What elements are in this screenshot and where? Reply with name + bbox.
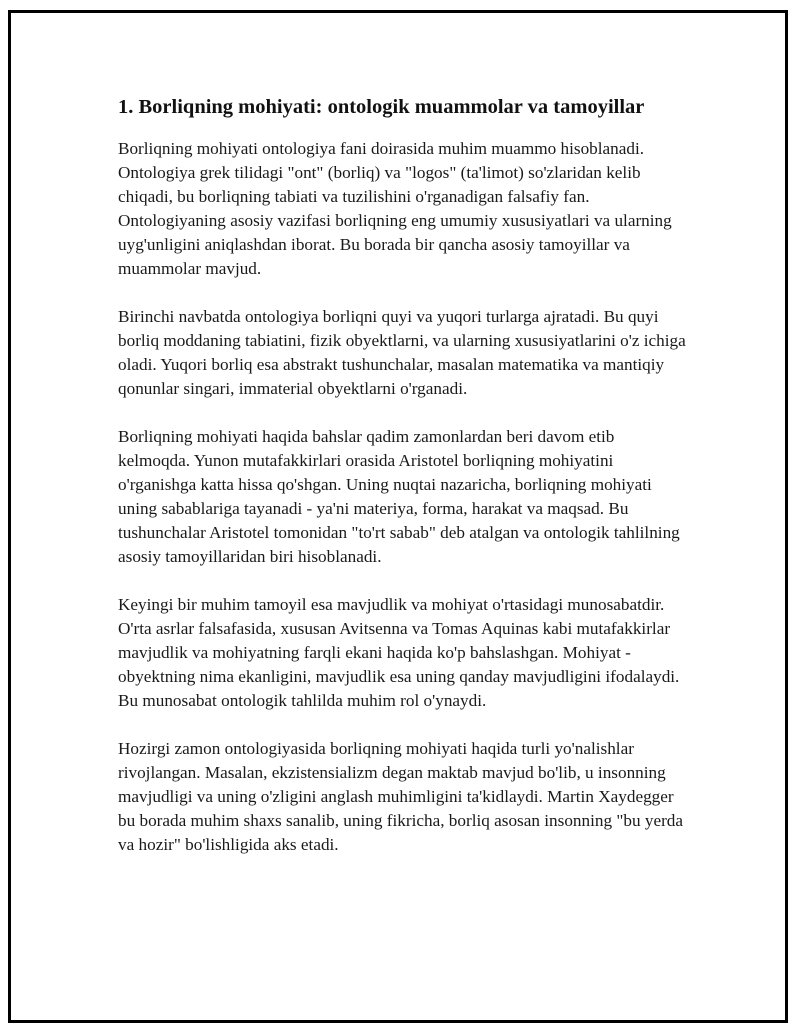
paragraph-5: Hozirgi zamon ontologiyasida borliqning mohiyati haqida turli yo'nalishlar rivojlangan. Masalan, ekzistensializm degan maktab mavjud bo'lib, u insonning mavjudligi va uning o'zligini anglash muhimligini ta'kidlaydi. Martin Xaydegger bu borada muhim shaxs sanalib, uning fikricha, borliq asosan insonning "bu yerda va hozir" bo'lishligida aks etadi. (118, 739, 684, 854)
paragraph-4: Keyingi bir muhim tamoyil esa mavjudlik va mohiyat o'rtasidagi munosabatdir. O'rta asrlar falsafasida, xususan Avitsenna va Tomas Aquinas kabi mutafakkirlar mavjudlik va mohiyatning farqli ekani haqida ko'p bahslashgan. Mohiyat - obyektning nima ekanligini, mavjudlik esa uning qanday mavjudligini ifodalaydi. Bu munosabat ontologik tahlilda muhim rol o'ynaydi. (118, 595, 680, 710)
paragraph-1: Borliqning mohiyati ontologiya fani doirasida muhim muammo hisoblanadi. Ontologiya grek tilidagi "ont" (borliq) va "logos" (ta'limot) so'zlaridan kelib chiqadi, bu borliqning tabiati va tuzilishini o'rganadigan falsafiy fan. Ontologiyaning asosiy vazifasi borliqning eng umumiy xususiyatlari va ularning uyg'unligini aniqlashdan iborat. Bu borada bir qancha asosiy tamoyillar va muammolar mavjud. (118, 139, 672, 278)
paragraph-2: Birinchi navbatda ontologiya borliqni quyi va yuqori turlarga ajratadi. Bu quyi borliq moddaning tabiatini, fizik obyektlarni, va ularning xususiyatlarini o'z ichiga oladi. Yuqori borliq esa abstrakt tushunchalar, masalan matematika va mantiqiy qonunlar singari, immaterial obyektlarni o'rganadi. (118, 307, 686, 398)
section-heading: 1. Borliqning mohiyati: ontologik muammolar va tamoyillar (118, 96, 645, 118)
paragraph-3: Borliqning mohiyati haqida bahslar qadim zamonlardan beri davom etib kelmoqda. Yunon mutafakkirlari orasida Aristotel borliqning mohiyatini o'rganishga katta hissa qo'shgan. Uning nuqtai nazaricha, borliqning mohiyati uning sabablariga tayanadi - ya'ni materiya, forma, harakat va maqsad. Bu tushunchalar Aristotel tomonidan "to'rt sabab" deb atalgan va ontologik tahlilning asosiy tamoyillaridan biri hisoblanadi. (118, 427, 680, 566)
document-body (118, 92, 688, 881)
